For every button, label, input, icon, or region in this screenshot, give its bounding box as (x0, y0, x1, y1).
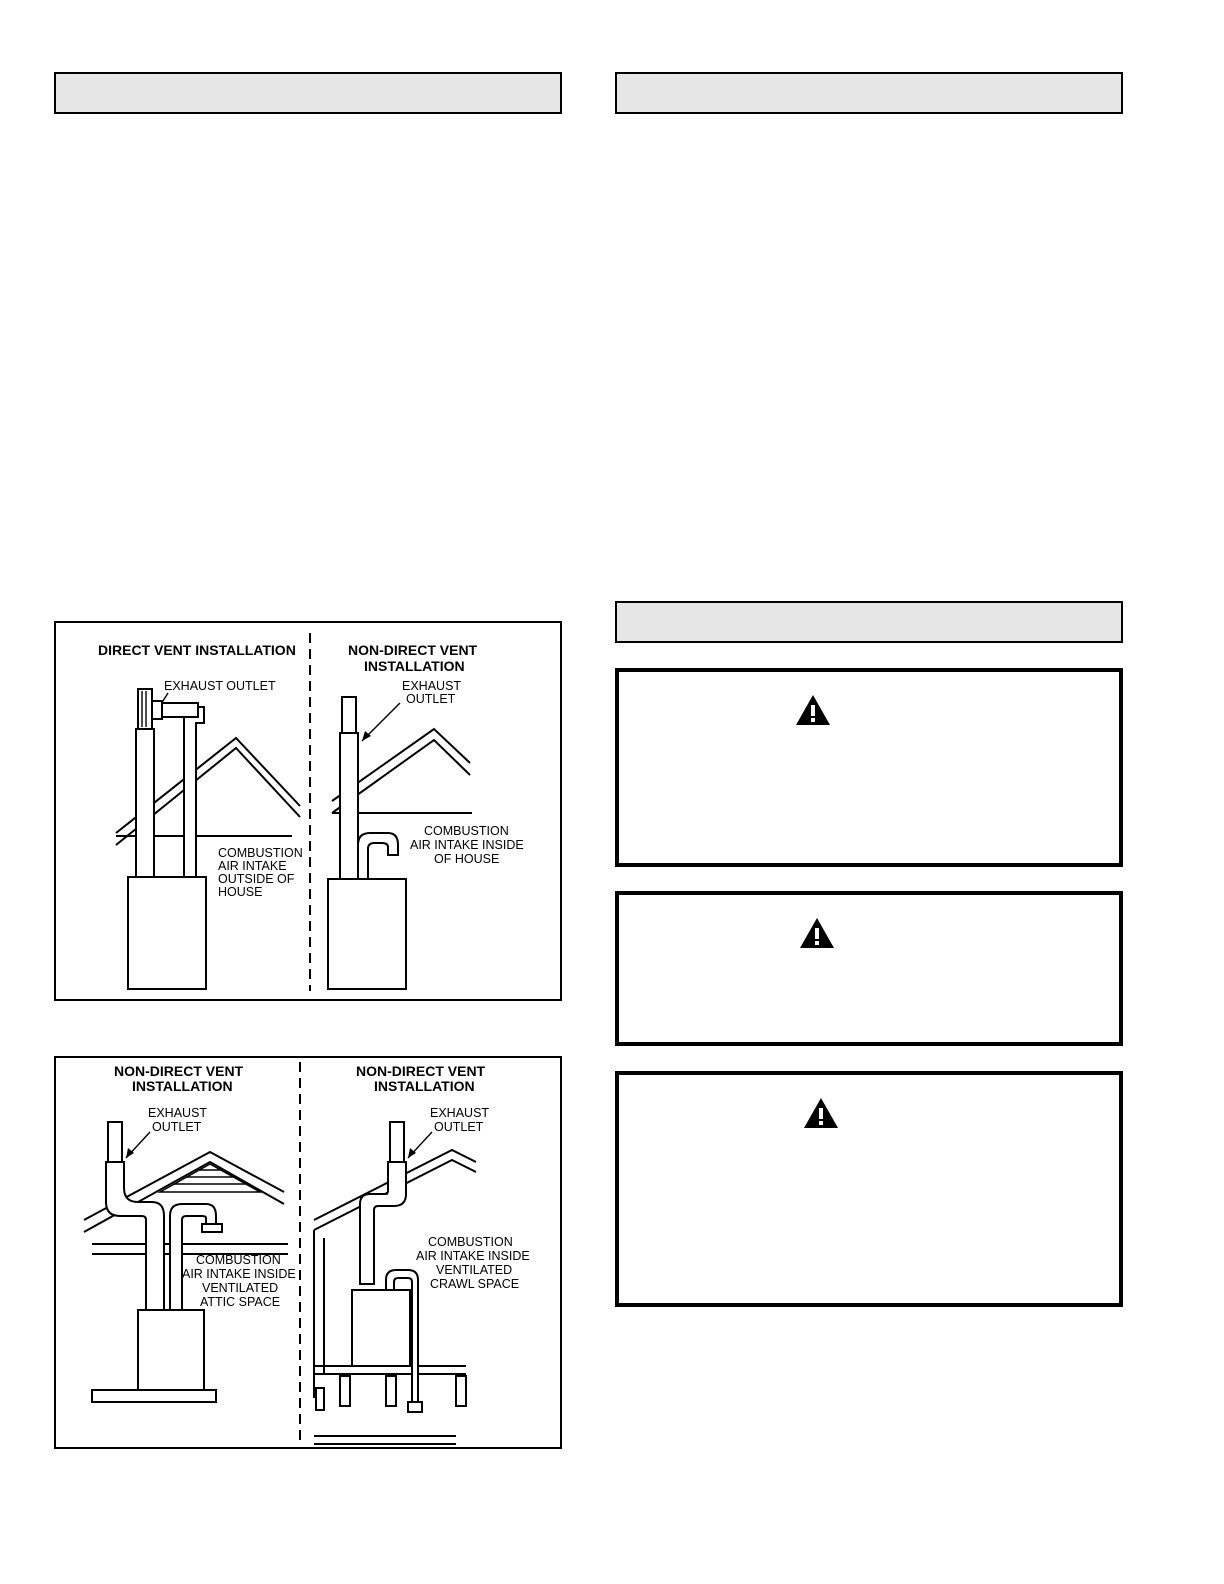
exhaust-pipe-top (108, 1122, 122, 1162)
arrow-head (408, 1148, 416, 1158)
attic-vent (160, 1164, 260, 1192)
platform-base (92, 1390, 216, 1402)
warning-box-3 (615, 1071, 1123, 1307)
warning-triangle-icon (799, 917, 835, 949)
non-direct-vent-title: NON-DIRECT VENT (114, 1063, 244, 1079)
foundation-post (340, 1376, 350, 1406)
non-direct-vent-title: INSTALLATION (364, 658, 465, 674)
left-section-header-bar (54, 72, 562, 114)
warning-triangle-icon (795, 694, 831, 726)
warning-box-1 (615, 668, 1123, 867)
intake-elbow (358, 833, 398, 879)
intake-label-line: VENTILATED (436, 1263, 513, 1277)
exhaust-pipe (106, 1162, 164, 1310)
warning-box-2 (615, 891, 1123, 1046)
exhaust-outlet-label: EXHAUST (402, 679, 462, 693)
intake-label-line: OUTSIDE OF (218, 872, 295, 886)
non-direct-vent-title: INSTALLATION (374, 1078, 475, 1094)
exhaust-outlet-label: EXHAUST (430, 1106, 490, 1120)
vent-installation-figure-2 (54, 1056, 562, 1449)
figure-1-drawing (56, 623, 564, 1003)
exhaust-pipe-top (342, 697, 356, 733)
water-heater-unit (328, 879, 406, 989)
intake-label-line: COMBUSTION (428, 1235, 513, 1249)
intake-label-line: COMBUSTION (218, 846, 303, 860)
exhaust-outlet-label: OUTLET (406, 692, 456, 706)
intake-cap (202, 1224, 222, 1232)
intake-label-line: AIR INTAKE INSIDE (182, 1267, 296, 1281)
intake-label-line: OF HOUSE (434, 852, 500, 866)
intake-label-line: AIR INTAKE INSIDE (416, 1249, 530, 1263)
exhaust-pipe (340, 733, 358, 879)
exhaust-pipe (360, 1162, 406, 1284)
intake-cap (408, 1402, 422, 1412)
exhaust-outlet-label: EXHAUST (148, 1106, 208, 1120)
water-heater-unit (138, 1310, 204, 1390)
intake-label-line: VENTILATED (202, 1281, 279, 1295)
non-direct-vent-title: INSTALLATION (132, 1078, 233, 1094)
direct-vent-title: DIRECT VENT INSTALLATION (98, 642, 296, 658)
figure-2-drawing (56, 1058, 564, 1451)
intake-pipe (184, 707, 204, 877)
intake-label-line: HOUSE (218, 885, 263, 899)
intake-cap (152, 701, 162, 719)
vent-installation-figure-1 (54, 621, 562, 1001)
water-heater-unit (352, 1290, 410, 1366)
foundation-post (456, 1376, 466, 1406)
right-section-header-bar (615, 72, 1123, 114)
exhaust-outlet-label: EXHAUST OUTLET (164, 679, 276, 693)
right-lower-section-header-bar (615, 601, 1123, 643)
foundation-post (316, 1388, 324, 1410)
intake-label-line: AIR INTAKE (218, 859, 287, 873)
intake-label-line: AIR INTAKE INSIDE (410, 838, 524, 852)
intake-label-line: CRAWL SPACE (430, 1277, 520, 1291)
arrow-head (126, 1148, 134, 1158)
foundation-post (386, 1376, 396, 1406)
non-direct-vent-title: NON-DIRECT VENT (356, 1063, 486, 1079)
exhaust-outlet-label: OUTLET (434, 1120, 484, 1134)
water-heater-unit (128, 877, 206, 989)
warning-triangle-icon (803, 1097, 839, 1129)
exhaust-pipe-top (138, 689, 152, 729)
non-direct-vent-title: NON-DIRECT VENT (348, 642, 478, 658)
intake-label-line: ATTIC SPACE (200, 1295, 281, 1309)
intake-label-line: COMBUSTION (196, 1253, 281, 1267)
intake-label-line: COMBUSTION (424, 824, 509, 838)
exhaust-pipe (136, 729, 154, 877)
exhaust-pipe-top (390, 1122, 404, 1162)
intake-elbow (158, 703, 198, 717)
exhaust-outlet-label: OUTLET (152, 1120, 202, 1134)
